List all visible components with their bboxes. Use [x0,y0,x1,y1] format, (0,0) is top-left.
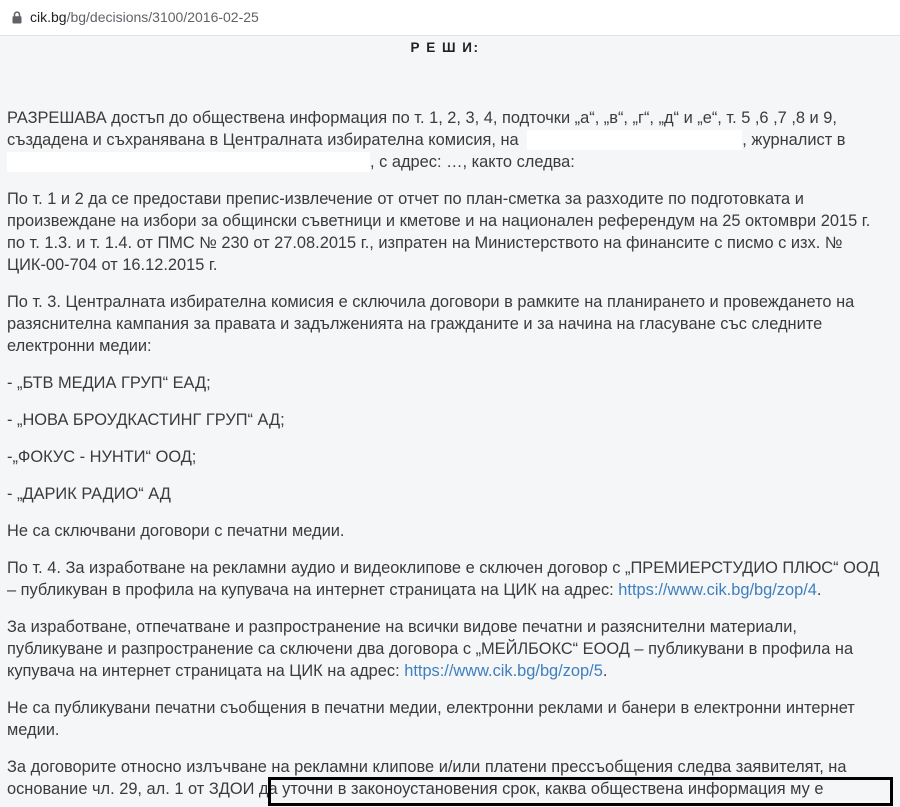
url-host: cik.bg [30,9,67,25]
address-bar[interactable] [0,0,900,36]
text-segment: , журналист в [742,131,846,149]
text-line: За договорите относно излъчване на рекламни клипове и/или платени прессъобщения следва заявителят, на [7,758,847,776]
paragraph-point-4 [7,557,893,601]
text-line: - „ДАРИК РАДИО“ АД [7,485,171,503]
text-line: За изработване, отпечатване и разпространение на всички видове печатни и разяснителни материали, [7,618,797,636]
text-line: Не са сключвани договори с печатни медии. [7,522,345,540]
text-line [7,778,893,800]
text-line: ЦИК-00-704 от 16.12.2015 г. [7,256,218,274]
text-segment: купувача на интернет страницата на ЦИК на адрес: [7,662,405,680]
paragraph-points-1-2 [7,188,893,276]
paragraph-no-publications [7,697,893,741]
decision-heading: Р Е Ш И: [410,40,480,55]
text-line: РАЗРЕШАВА достъп до обществена информация по т. 1, 2, 3, 4, подточки „а“, „в“, „г“, „д“ и „е“, т. 5 ,6 ,7 ,8 и 9, [7,109,837,127]
text-line: медии. [7,721,60,739]
text-segment: основание чл. 29, ал. 1 от ЗДОИ [7,780,255,798]
text-line: произвеждане на избори за общински съветници и кметове и на национален референдум на 25 октомври 2015 г. [7,212,871,230]
text-line: - „НОВА БРОУДКАСТИНГ ГРУП“ АД; [7,411,285,429]
text-segment: създадена и съхранявана в Централната избирателна комисия, на [7,131,519,149]
url-path: /bg/decisions/3100/2016-02-25 [66,9,259,25]
text-line: публикуване и разпространение са сключени два договора с „МЕЙЛБОКС“ ЕООД – публикувани в профила на [7,640,854,658]
text-segment: . [816,581,822,599]
text-line: По т. 3. Централната избирателна комисия е сключила договори в рамките на планирането и провеждането на [7,293,855,311]
media-list-item [7,409,893,431]
text-line: електронни медии: [7,337,152,355]
paragraph-broadcast-contracts [7,756,893,800]
text-segment: – публикуван в профила на купувача на интернет страницата на ЦИК на адрес: [7,581,619,599]
text-line [7,660,893,682]
text-segment: , с адрес: …, както следва: [370,153,575,171]
lock-icon[interactable] [12,11,22,24]
text-line [7,151,893,173]
redacted-employer-box [7,152,370,172]
text-line: Не са публикувани печатни съобщения в печатни медии, електронни реклами и банери в електронни интернет [7,699,855,717]
text-line [7,129,893,151]
paragraph-print-materials [7,616,893,682]
text-segment: . [602,662,608,680]
paragraph-point-3 [7,291,893,357]
document-body [7,107,893,807]
redacted-name-box [527,130,742,150]
text-line: По т. 1 и 2 да се предостави препис-извлечение от отчет по план-сметка за разходите по подготовката и [7,190,804,208]
zop-4-link[interactable]: https://www.cik.bg/bg/zop/4 [618,581,817,599]
media-list-item [7,446,893,468]
text-line: - „БТВ МЕДИА ГРУП“ ЕАД; [7,374,211,392]
url-text[interactable] [30,8,259,26]
paragraph-no-print-media [7,520,893,542]
text-line: разяснителна кампания за правата и задълженията на гражданите и за начина на гласуване със следните [7,315,823,333]
text-line: по т. 1.3. и т. 1.4. от ПМС № 230 от 27.08.2015 г., изпратен на Министерството на финансите с писмо с изх. № [7,234,843,252]
highlighted-text: да уточни в законоустановения срок, каква обществена информация му е [254,780,824,798]
paragraph-permission [7,107,893,173]
text-line: По т. 4. За изработване на рекламни аудио и видеоклипове е сключен договор с „ПРЕМИЕРСТУДИО ПЛЮС“ ООД [7,559,880,577]
media-list-item [7,483,893,505]
text-line [7,579,893,601]
text-line: -„ФОКУС - НУНТИ“ ООД; [7,448,197,466]
media-list-item [7,372,893,394]
zop-5-link[interactable]: https://www.cik.bg/bg/zop/5 [404,662,603,680]
